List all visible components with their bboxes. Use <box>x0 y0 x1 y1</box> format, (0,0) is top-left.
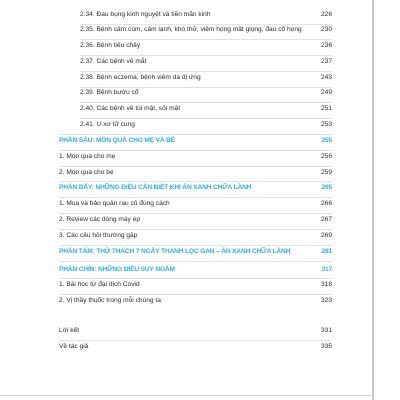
part-page: 255 <box>321 137 332 144</box>
part-page: 265 <box>321 184 332 191</box>
divider <box>59 213 332 214</box>
part-title: PHẦN TÁM: THỬ THÁCH 7 NGÀY THANH LỌC GAN – ĂN XANH CHỮA LÀNH <box>59 248 291 255</box>
toc-entry-label: 1. Mua và bảo quản rau củ đúng cách <box>59 200 170 207</box>
divider <box>59 294 332 295</box>
toc-entry-label: 2.41. U xơ tử cung <box>80 121 135 128</box>
toc-entry-label: 1. Bài học từ đại dịch Covid <box>59 281 140 288</box>
toc-entry-page: 266 <box>320 200 332 207</box>
part-page: 281 <box>321 248 332 255</box>
part-title: PHẦN SÁU: MÓN QUÀ CHO MẸ VÀ BÉ <box>59 137 176 144</box>
toc-entry <box>0 152 400 162</box>
divider <box>59 134 332 135</box>
toc-entry <box>0 41 400 51</box>
toc-entry-page: 323 <box>320 297 332 304</box>
toc-entry <box>0 342 400 352</box>
toc-entry <box>0 104 400 114</box>
toc-entry-label: 2.36. Bệnh tiêu chảy <box>80 42 141 49</box>
toc-entry <box>0 296 400 306</box>
toc-entry-label: 2. Món quà cho bé <box>59 169 114 176</box>
toc-entry-page: 259 <box>320 169 332 176</box>
toc-entry-label: 2. Vị thầy thuốc trong mỗi chúng ta <box>59 297 161 304</box>
part-heading <box>0 183 400 193</box>
toc-entry <box>0 215 400 225</box>
toc-entry-page: 331 <box>320 327 332 334</box>
divider <box>80 39 332 40</box>
divider <box>59 261 332 262</box>
toc-entry-label: 2.35. Bệnh cảm cúm, cảm lạnh, khó thở, viêm họng mất giọng, đau cổ họng <box>80 26 302 33</box>
part-page: 317 <box>321 266 332 273</box>
part-heading <box>0 136 400 146</box>
toc-entry-page: 267 <box>320 216 332 223</box>
toc-entry-label: 2.37. Các bệnh về mắt <box>80 58 147 65</box>
toc-entry <box>0 57 400 67</box>
toc-entry-label: 1. Món quà cho mẹ <box>59 153 116 160</box>
toc-entry <box>0 199 400 209</box>
divider <box>80 71 332 72</box>
divider <box>80 55 332 56</box>
part-heading <box>0 247 400 257</box>
toc-entry-label: 3. Các câu hỏi thường gặp <box>59 232 138 239</box>
toc-entry <box>0 25 400 35</box>
toc-entry-page: 226 <box>320 11 332 18</box>
part-title: PHẦN BẢY: NHỮNG ĐIỀU CẦN BIẾT KHI ĂN XANH CHỮA LÀNH <box>59 184 252 191</box>
divider <box>59 197 332 198</box>
divider <box>59 166 332 167</box>
divider <box>59 340 332 341</box>
toc-entry-label: Lời kết <box>59 327 80 334</box>
toc-entry <box>0 88 400 98</box>
toc-entry-label: 2.34. Đau bụng kinh nguyệt và tiền mãn kinh <box>80 11 211 18</box>
divider <box>80 102 332 103</box>
toc-entry-page: 243 <box>320 74 332 81</box>
page-bottom-edge <box>0 395 374 396</box>
toc-entry <box>0 231 400 241</box>
toc-entry-page: 249 <box>320 89 332 96</box>
divider <box>80 118 332 119</box>
toc-entry <box>0 168 400 178</box>
toc-entry-label: Về tác giả <box>59 343 89 350</box>
toc-entry <box>0 280 400 290</box>
divider <box>59 245 332 246</box>
toc-entry <box>0 120 400 130</box>
toc-entry <box>0 10 400 20</box>
toc-entry-page: 269 <box>320 232 332 239</box>
toc-entry-page: 251 <box>320 105 332 112</box>
part-heading <box>0 265 400 275</box>
part-title: PHẦN CHÍN: NHỮNG ĐIỀU SUY NGẪM <box>59 266 175 273</box>
toc-entry <box>0 73 400 83</box>
toc-entry-label: 2.39. Bệnh bướu cổ <box>80 89 139 96</box>
divider <box>59 278 332 279</box>
divider <box>59 181 332 182</box>
toc-entry <box>0 326 400 336</box>
toc-entry-page: 237 <box>320 58 332 65</box>
toc-entry-page: 256 <box>320 153 332 160</box>
toc-entry-page: 335 <box>320 343 332 350</box>
toc-entry-label: 2. Review các dòng máy ép <box>59 216 140 223</box>
toc-entry-page: 253 <box>320 121 332 128</box>
toc-entry-label: 2.40. Các bệnh về túi mật, sỏi mật <box>80 105 181 112</box>
divider <box>59 229 332 230</box>
toc-entry-page: 236 <box>320 42 332 49</box>
toc-entry-page: 230 <box>320 26 332 33</box>
toc-entry-label: 2.38. Bệnh eczema, bệnh viêm da dị ứng <box>80 74 201 81</box>
divider <box>59 150 332 151</box>
toc-entry-page: 318 <box>320 281 332 288</box>
